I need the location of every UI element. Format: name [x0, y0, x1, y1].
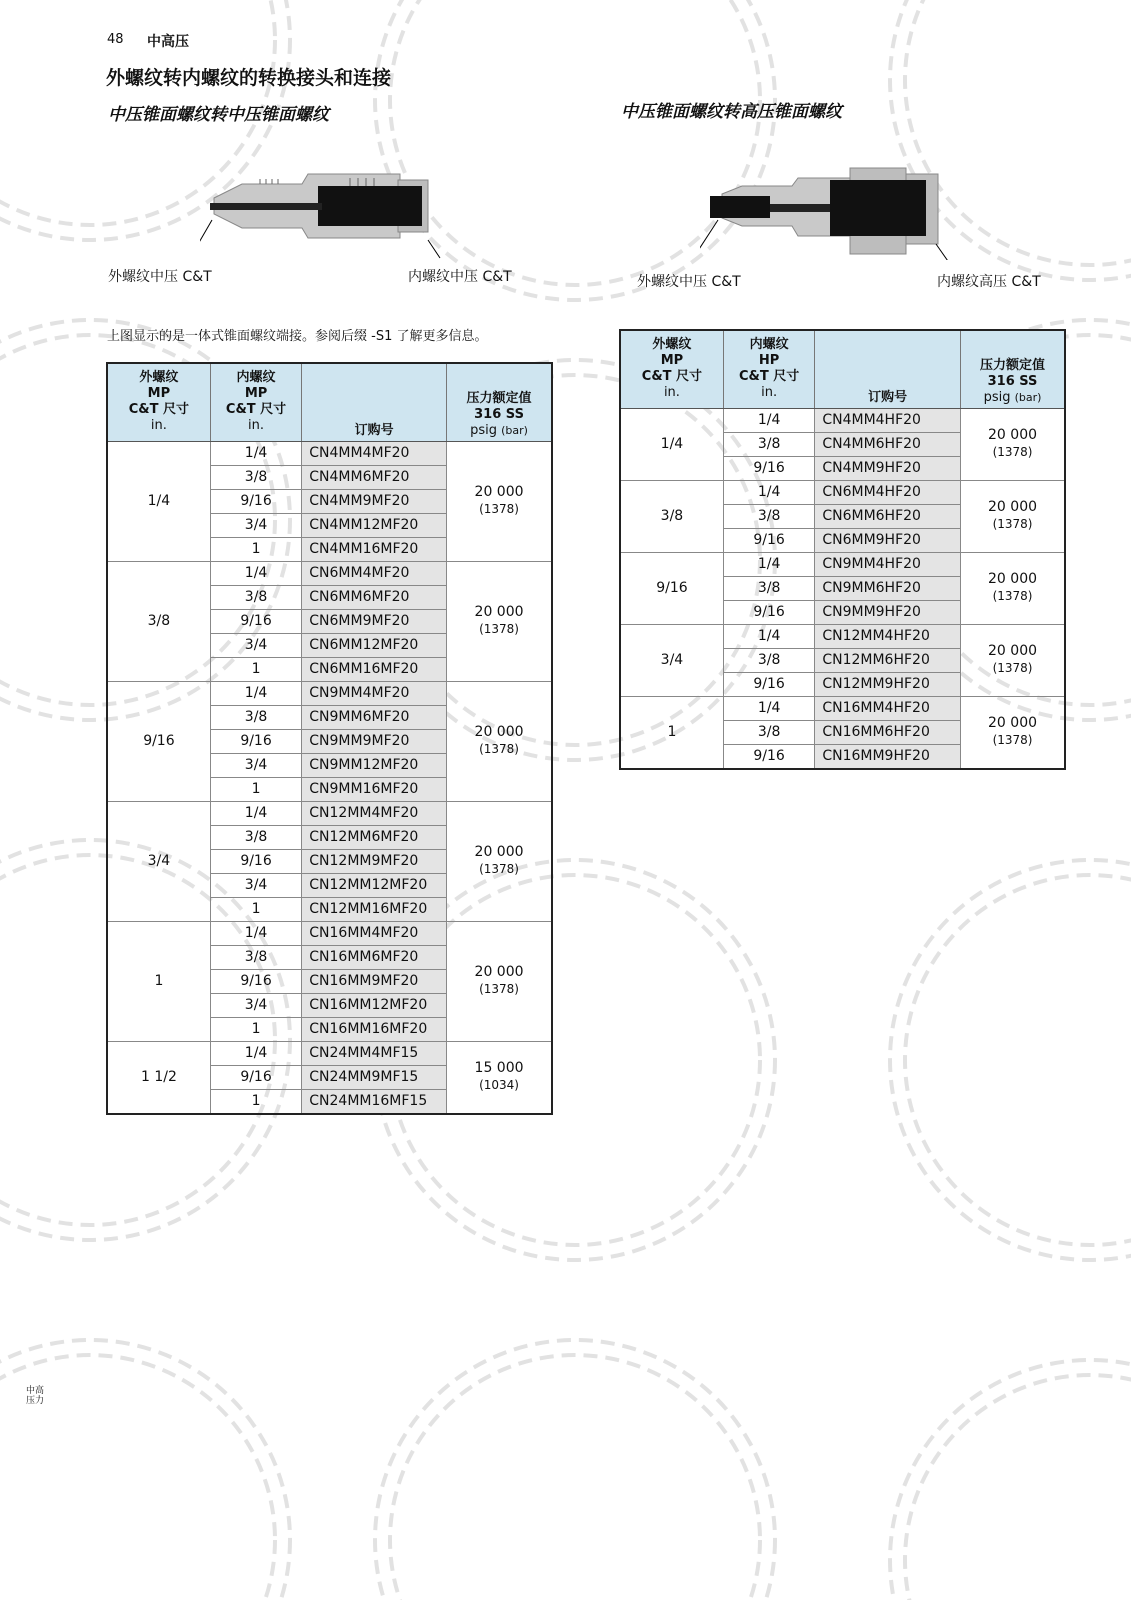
order-number-cell: CN4MM16MF20	[302, 537, 447, 561]
order-number-cell: CN6MM6MF20	[302, 585, 447, 609]
female-size-cell: 9/16	[210, 609, 301, 633]
header-line: 内螺纹	[236, 370, 276, 386]
pressure-bar: (1034)	[479, 1078, 519, 1092]
header-order-number	[302, 363, 447, 441]
order-number-cell: CN4MM4HF20	[815, 408, 961, 432]
female-size-cell: 9/16	[210, 729, 301, 753]
section-title: 中高压	[147, 34, 189, 50]
female-size-cell: 3/8	[723, 648, 814, 672]
order-number-cell: CN12MM12MF20	[302, 873, 447, 897]
table-row	[107, 441, 552, 465]
header-order-number	[815, 330, 961, 408]
female-size-cell: 9/16	[723, 600, 814, 624]
order-number-cell: CN9MM6MF20	[302, 705, 447, 729]
female-size-cell: 3/4	[210, 873, 301, 897]
pressure-psig: 20 000	[474, 964, 524, 980]
pressure-psig: 20 000	[474, 484, 524, 500]
header-line: 外螺纹	[139, 370, 179, 386]
female-size-cell: 1	[210, 537, 301, 561]
female-size-cell: 1/4	[723, 480, 814, 504]
order-number-cell: CN9MM9MF20	[302, 729, 447, 753]
header-unit: in.	[663, 385, 680, 401]
pressure-bar: (1378)	[992, 661, 1033, 675]
pressure-psig: 20 000	[988, 571, 1038, 587]
order-number-cell: CN9MM16MF20	[302, 777, 447, 801]
female-size-cell: 1/4	[210, 441, 301, 465]
table-row	[620, 552, 1065, 576]
pressure-rating-cell	[961, 624, 1065, 696]
header-line: C&T 尺寸	[738, 369, 800, 385]
order-number-cell: CN4MM9HF20	[815, 456, 961, 480]
female-size-cell: 1/4	[723, 696, 814, 720]
female-size-cell: 9/16	[723, 744, 814, 769]
header-female-size	[210, 363, 301, 441]
pressure-psig: 20 000	[988, 715, 1038, 731]
pressure-psig: 20 000	[988, 427, 1038, 443]
order-number-cell: CN4MM12MF20	[302, 513, 447, 537]
header-male-size	[107, 363, 210, 441]
unit-psig: psig	[983, 389, 1011, 405]
male-size-cell: 3/4	[107, 801, 210, 921]
female-size-cell: 9/16	[210, 489, 301, 513]
order-number-cell: CN6MM16MF20	[302, 657, 447, 681]
female-size-cell: 1/4	[210, 1041, 301, 1065]
header-line: 316 SS	[987, 373, 1038, 389]
label-female-hp: 内螺纹高压 C&T	[937, 274, 1041, 290]
pressure-rating-cell	[447, 681, 552, 801]
order-number-cell: CN24MM9MF15	[302, 1065, 447, 1089]
header-line: 订购号	[354, 422, 394, 438]
female-size-cell: 3/4	[210, 513, 301, 537]
order-number-cell: CN12MM6MF20	[302, 825, 447, 849]
table-row	[107, 801, 552, 825]
female-size-cell: 1	[210, 897, 301, 921]
order-number-cell: CN9MM6HF20	[815, 576, 961, 600]
female-size-cell: 3/8	[210, 465, 301, 489]
female-size-cell: 9/16	[210, 1065, 301, 1089]
female-size-cell: 3/8	[210, 825, 301, 849]
order-number-cell: CN6MM6HF20	[815, 504, 961, 528]
male-size-cell: 1 1/2	[107, 1041, 210, 1114]
unit-bar: (bar)	[1014, 390, 1042, 404]
male-size-cell: 3/8	[107, 561, 210, 681]
female-size-cell: 1/4	[210, 681, 301, 705]
page-title: 外螺纹转内螺纹的转换接头和连接	[106, 67, 392, 89]
table-row	[107, 561, 552, 585]
female-size-cell: 1/4	[210, 801, 301, 825]
order-number-cell: CN16MM9MF20	[302, 969, 447, 993]
order-number-cell: CN12MM6HF20	[815, 648, 961, 672]
order-number-cell: CN12MM4MF20	[302, 801, 447, 825]
header-pressure-rating	[447, 363, 552, 441]
pressure-bar: (1378)	[479, 862, 519, 876]
female-size-cell: 9/16	[210, 849, 301, 873]
pressure-bar: (1378)	[479, 622, 519, 636]
order-number-cell: CN16MM9HF20	[815, 744, 961, 769]
header-unit: in.	[248, 418, 265, 434]
order-number-cell: CN16MM4MF20	[302, 921, 447, 945]
pressure-psig: 20 000	[474, 844, 524, 860]
table-row	[620, 624, 1065, 648]
mp-to-mp-table	[106, 362, 553, 1115]
page-number: 48	[107, 32, 124, 47]
order-number-cell: CN9MM9HF20	[815, 600, 961, 624]
pressure-bar: (1378)	[479, 502, 519, 516]
header-line: C&T 尺寸	[641, 369, 703, 385]
pressure-rating-cell	[447, 921, 552, 1041]
order-number-cell: CN12MM9HF20	[815, 672, 961, 696]
male-size-cell: 1	[107, 921, 210, 1041]
female-size-cell: 3/4	[210, 633, 301, 657]
pressure-rating-cell	[447, 441, 552, 561]
pressure-rating-cell	[961, 408, 1065, 480]
female-size-cell: 3/8	[210, 585, 301, 609]
order-number-cell: CN6MM4MF20	[302, 561, 447, 585]
header-unit: in.	[150, 418, 167, 434]
table-row	[620, 480, 1065, 504]
male-size-cell: 9/16	[107, 681, 210, 801]
pressure-bar: (1378)	[479, 982, 519, 996]
pressure-psig: 15 000	[474, 1060, 524, 1076]
pressure-bar: (1378)	[992, 733, 1033, 747]
female-size-cell: 1	[210, 1089, 301, 1114]
mp-to-hp-table	[619, 329, 1066, 770]
male-size-cell: 1/4	[107, 441, 210, 561]
female-size-cell: 3/8	[723, 504, 814, 528]
female-size-cell: 1	[210, 777, 301, 801]
female-size-cell: 1/4	[210, 921, 301, 945]
mp-to-hp-fitting-diagram	[700, 160, 970, 260]
female-size-cell: 9/16	[723, 456, 814, 480]
order-number-cell: CN24MM16MF15	[302, 1089, 447, 1114]
female-size-cell: 3/8	[723, 720, 814, 744]
unit-bar: (bar)	[501, 423, 528, 437]
pressure-rating-cell	[447, 1041, 552, 1114]
left-subtitle: 中压锥面螺纹转中压锥面螺纹	[108, 105, 329, 125]
header-line: C&T 尺寸	[225, 402, 287, 418]
header-line: C&T 尺寸	[128, 402, 190, 418]
order-number-cell: CN16MM4HF20	[815, 696, 961, 720]
female-size-cell: 3/4	[210, 753, 301, 777]
pressure-rating-cell	[961, 480, 1065, 552]
order-number-cell: CN4MM6MF20	[302, 465, 447, 489]
female-size-cell: 3/4	[210, 993, 301, 1017]
pressure-rating-cell	[961, 696, 1065, 769]
header-line: 外螺纹	[652, 337, 692, 353]
order-number-cell: CN4MM4MF20	[302, 441, 447, 465]
order-number-cell: CN4MM6HF20	[815, 432, 961, 456]
order-number-cell: CN16MM12MF20	[302, 993, 447, 1017]
header-line: 订购号	[868, 389, 908, 405]
female-size-cell: 3/8	[723, 432, 814, 456]
pressure-bar: (1378)	[992, 517, 1033, 531]
table-row	[107, 1041, 552, 1065]
pressure-psig: 20 000	[474, 604, 524, 620]
right-subtitle: 中压锥面螺纹转高压锥面螺纹	[621, 102, 842, 122]
order-number-cell: CN12MM4HF20	[815, 624, 961, 648]
header-line: MP	[660, 353, 684, 369]
pressure-bar: (1378)	[992, 445, 1033, 459]
female-size-cell: 1/4	[723, 552, 814, 576]
order-number-cell: CN24MM4MF15	[302, 1041, 447, 1065]
male-size-cell: 1/4	[620, 408, 723, 480]
male-size-cell: 9/16	[620, 552, 723, 624]
female-size-cell: 9/16	[210, 969, 301, 993]
table-row	[107, 681, 552, 705]
header-unit	[961, 390, 1064, 406]
pressure-bar: (1378)	[992, 589, 1033, 603]
header-line: MP	[244, 386, 268, 402]
female-size-cell: 1	[210, 657, 301, 681]
female-size-cell: 1/4	[723, 408, 814, 432]
female-size-cell: 9/16	[723, 672, 814, 696]
female-size-cell: 3/8	[210, 945, 301, 969]
order-number-cell: CN6MM4HF20	[815, 480, 961, 504]
label-female-mp: 内螺纹中压 C&T	[408, 269, 512, 285]
pressure-bar: (1378)	[479, 742, 519, 756]
header-pressure-rating	[961, 330, 1065, 408]
female-size-cell: 3/8	[210, 705, 301, 729]
order-number-cell: CN6MM9HF20	[815, 528, 961, 552]
order-number-cell: CN9MM4MF20	[302, 681, 447, 705]
header-line: HP	[758, 353, 780, 369]
header-unit	[447, 423, 551, 439]
female-size-cell: 9/16	[723, 528, 814, 552]
pressure-psig: 20 000	[474, 724, 524, 740]
header-line: 压力额定值	[466, 390, 532, 406]
order-number-cell: CN6MM9MF20	[302, 609, 447, 633]
order-number-cell: CN12MM16MF20	[302, 897, 447, 921]
mp-to-mp-fitting-diagram	[200, 160, 450, 260]
header-female-size	[723, 330, 814, 408]
female-size-cell: 1/4	[723, 624, 814, 648]
order-number-cell: CN12MM9MF20	[302, 849, 447, 873]
order-number-cell: CN9MM4HF20	[815, 552, 961, 576]
label-male-mp: 外螺纹中压 C&T	[108, 269, 212, 285]
pressure-rating-cell	[447, 801, 552, 921]
pressure-psig: 20 000	[988, 499, 1038, 515]
table-row	[620, 696, 1065, 720]
label-male-mp-right: 外螺纹中压 C&T	[637, 274, 741, 290]
header-line: 内螺纹	[749, 337, 789, 353]
female-size-cell: 1	[210, 1017, 301, 1041]
order-number-cell: CN6MM12MF20	[302, 633, 447, 657]
pressure-rating-cell	[447, 561, 552, 681]
male-size-cell: 1	[620, 696, 723, 769]
male-size-cell: 3/4	[620, 624, 723, 696]
table-row	[620, 408, 1065, 432]
female-size-cell: 1/4	[210, 561, 301, 585]
male-size-cell: 3/8	[620, 480, 723, 552]
order-number-cell: CN9MM12MF20	[302, 753, 447, 777]
order-number-cell: CN16MM6HF20	[815, 720, 961, 744]
order-number-cell: CN4MM9MF20	[302, 489, 447, 513]
table-row	[107, 921, 552, 945]
female-size-cell: 3/8	[723, 576, 814, 600]
unit-psig: psig	[470, 422, 497, 438]
pressure-psig: 20 000	[988, 643, 1038, 659]
order-number-cell: CN16MM16MF20	[302, 1017, 447, 1041]
side-tab-label: 中高压力	[26, 1386, 45, 1406]
header-male-size	[620, 330, 723, 408]
pressure-rating-cell	[961, 552, 1065, 624]
footnote: 上图显示的是一体式锥面螺纹端接。参阅后缀 -S1 了解更多信息。	[107, 329, 488, 344]
header-line: MP	[147, 386, 171, 402]
header-unit: in.	[761, 385, 778, 401]
header-line: 压力额定值	[980, 357, 1046, 373]
header-line: 316 SS	[474, 406, 524, 422]
order-number-cell: CN16MM6MF20	[302, 945, 447, 969]
